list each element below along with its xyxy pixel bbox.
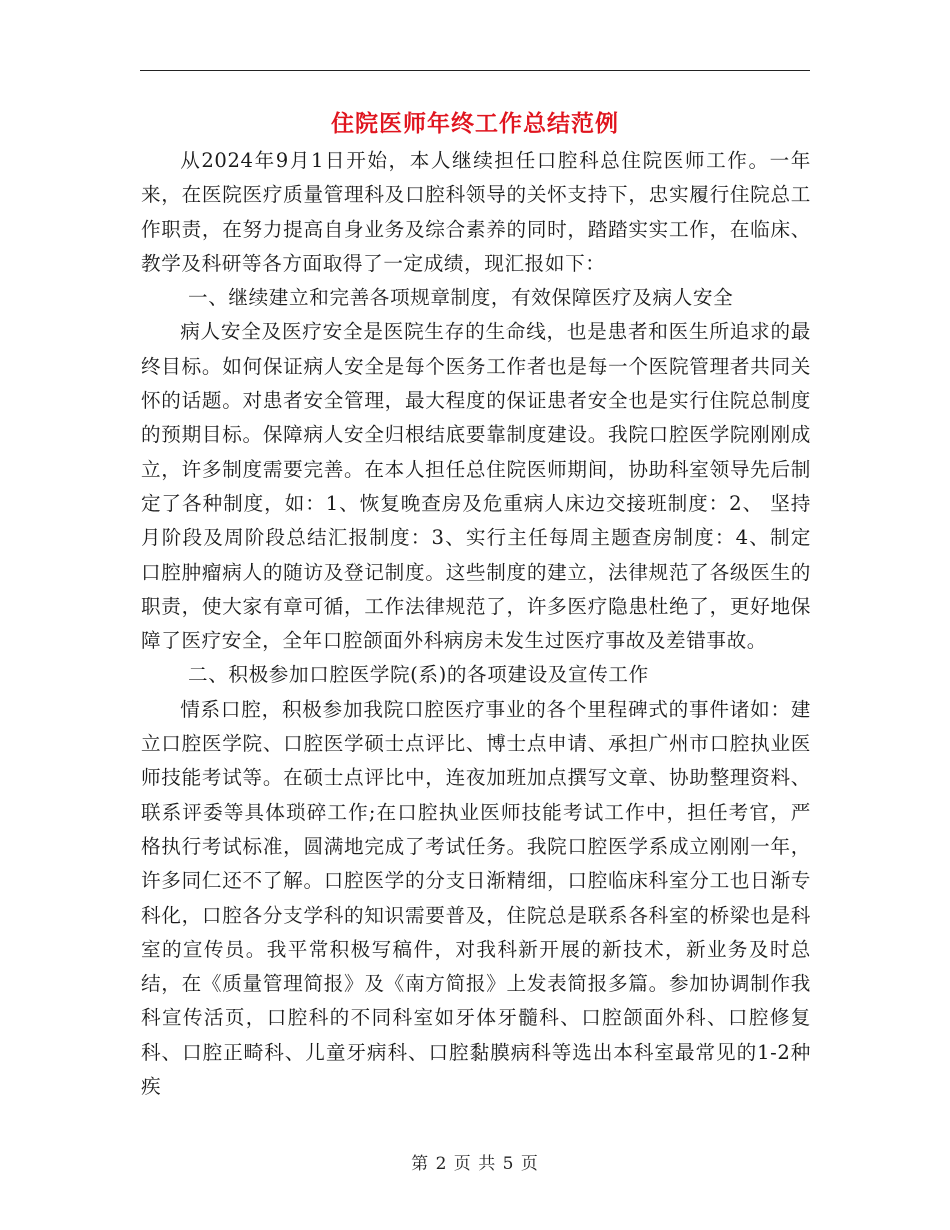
section-heading-1: 一、继续建立和完善各项规章制度，有效保障医疗及病人安全 [188,286,734,310]
header-rule [140,70,810,71]
document-title: 住院医师年终工作总结范例 [331,110,619,137]
document-body [141,144,811,1104]
section-heading-2: 二、积极参加口腔医学院(系)的各项建设及宣传工作 [188,663,649,687]
paragraph-intro: 从2024年9月1日开始，本人继续担任口腔科总住院医师工作。一年来，在医院医疗质量管理科及口腔科领导的关怀支持下，忠实履行住院总工作职责，在努力提高自身业务及综合素养的同时，踏踏实实工作，在临床、教学及科研等各方面取得了一定成绩，现汇报如下： [141,149,811,275]
page-number: 第 2 页 共 5 页 [411,1154,539,1174]
paragraph-section-2: 情系口腔，积极参加我院口腔医疗事业的各个里程碑式的事件诸如：建立口腔医学院、口腔医学硕士点评比、博士点申请、承担广州市口腔执业医师技能考试等。在硕士点评比中，连夜加班加点撰写文章、协助整理资料、联系评委等具体琐碎工作;在口腔执业医师技能考试工作中，担任考官，严格执行考试标准，圆满地完成了考试任务。我院口腔医学系成立刚刚一年，许多同仁还不了解。口腔医学的分支日渐精细，口腔临床科室分工也日渐专科化，口腔各分支学科的知识需要普及，住院总是联系各科室的桥梁也是科室的宣传员。我平常积极写稿件，对我科新开展的新技术，新业务及时总结，在《质量管理简报》及《南方简报》上发表简报多篇。参加协调制作我科宣传活页，口腔科的不同科室如牙体牙髓科、口腔颌面外科、口腔修复科、口腔正畸科、儿童牙病科、口腔黏膜病科等选出本科室最常见的1-2种疾 [141,697,811,1099]
paragraph-section-1: 病人安全及医疗安全是医院生存的生命线，也是患者和医生所追求的最终目标。如何保证病人安全是每个医务工作者也是每一个医院管理者共同关怀的话题。对患者安全管理，最大程度的保证患者安全也是实行住院总制度的预期目标。保障病人安全归根结底要靠制度建设。我院口腔医学院刚刚成立，许多制度需要完善。在本人担任总住院医师期间，协助科室领导先后制定了各种制度，如：1、恢复晚查房及危重病人床边交接班制度：2、 坚持月阶段及周阶段总结汇报制度：3、实行主任每周主题查房制度：4、制定口腔肿瘤病人的随访及登记制度。这些制度的建立，法律规范了各级医生的职责，使大家有章可循，工作法律规范了，许多医疗隐患杜绝了，更好地保障了医疗安全，全年口腔颌面外科病房未发生过医疗事故及差错事故。 [141,320,811,653]
